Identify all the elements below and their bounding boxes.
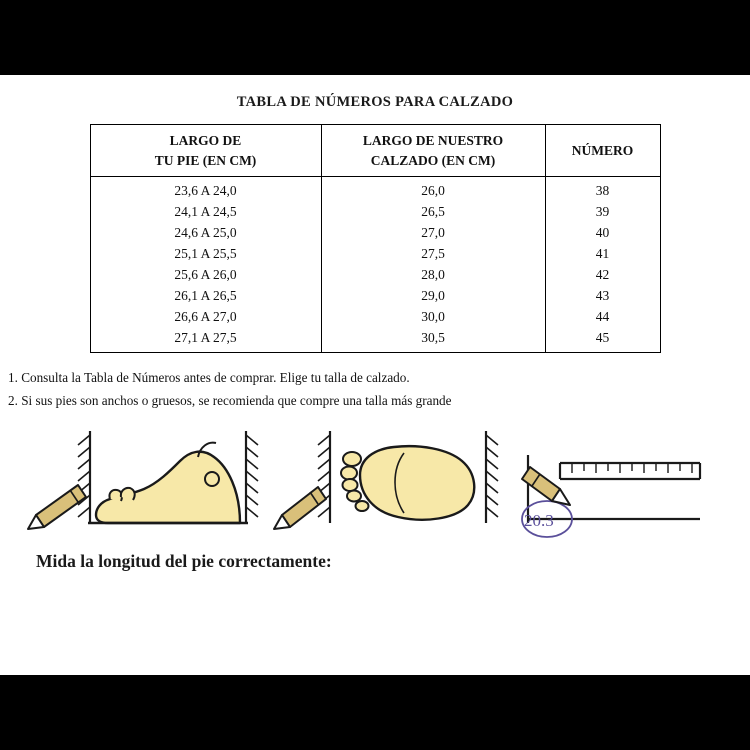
pencil-icon-right: [522, 467, 570, 505]
cell-shoe-length: 30,5: [321, 328, 545, 353]
cell-size-number: 38: [545, 177, 660, 202]
figure-caption: Mida la longitud del pie correctamente:: [36, 550, 332, 571]
cell-foot-length: 27,1 A 27,5: [90, 328, 321, 353]
document-sheet: [0, 75, 750, 675]
column-header-foot-length-line1: LARGO DE: [169, 133, 242, 148]
table-row: [90, 202, 660, 223]
instruction-notes: [8, 367, 750, 412]
column-header-size-number: [545, 125, 660, 177]
column-header-shoe-length-line1: LARGO DE NUESTRO: [362, 133, 504, 148]
cell-shoe-length: 27,0: [321, 223, 545, 244]
side-view-group: [28, 431, 258, 529]
measurement-value: 20.3: [524, 510, 554, 530]
page-title: TABLA DE NÚMEROS PARA CALZADO: [236, 94, 514, 110]
cell-size-number: 40: [545, 223, 660, 244]
cell-foot-length: 25,6 A 26,0: [90, 265, 321, 286]
cell-size-number: 45: [545, 328, 660, 353]
pencil-icon-left: [28, 485, 86, 529]
foot-measure-illustration: [0, 423, 750, 598]
cell-size-number: 41: [545, 244, 660, 265]
cell-foot-length: 23,6 A 24,0: [90, 177, 321, 202]
table-row: [90, 177, 660, 202]
cell-shoe-length: 27,5: [321, 244, 545, 265]
foot-side-shape: [96, 451, 240, 522]
cell-foot-length: 24,1 A 24,5: [90, 202, 321, 223]
cell-foot-length: 24,6 A 25,0: [90, 223, 321, 244]
column-header-size-number-line1: NÚMERO: [571, 142, 634, 158]
cell-size-number: 42: [545, 265, 660, 286]
column-header-shoe-length: [321, 125, 545, 177]
note-line-1: 1. Consulta la Tabla de Números antes de comprar. Elige tu talla de calzado.: [8, 370, 410, 386]
column-header-foot-length: [90, 125, 321, 177]
table-row: [90, 223, 660, 244]
table-row: [90, 244, 660, 265]
table-row: [90, 307, 660, 328]
cell-foot-length: 25,1 A 25,5: [90, 244, 321, 265]
table-row: [90, 265, 660, 286]
cell-shoe-length: 28,0: [321, 265, 545, 286]
note-line-2: 2. Si sus pies son anchos o gruesos, se recomienda que compre una talla más grande: [8, 392, 452, 408]
cell-shoe-length: 30,0: [321, 307, 545, 328]
cell-shoe-length: 26,0: [321, 177, 545, 202]
cell-size-number: 43: [545, 286, 660, 307]
column-header-shoe-length-line2: CALZADO (EN CM): [370, 152, 496, 168]
cell-foot-length: 26,1 A 26,5: [90, 286, 321, 307]
cell-shoe-length: 29,0: [321, 286, 545, 307]
pencil-icon-middle: [274, 487, 326, 529]
foot-top-shape: [360, 446, 474, 520]
table-row: [90, 286, 660, 307]
table-row: [90, 328, 660, 353]
table-header-row: [90, 125, 660, 177]
cell-shoe-length: 26,5: [321, 202, 545, 223]
top-view-group: [274, 431, 498, 529]
table-body: [90, 177, 660, 353]
column-header-foot-length-line2: TU PIE (EN CM): [154, 152, 257, 168]
shoe-size-table: [90, 124, 661, 353]
cell-foot-length: 26,6 A 27,0: [90, 307, 321, 328]
cell-size-number: 44: [545, 307, 660, 328]
cell-size-number: 39: [545, 202, 660, 223]
table-header: [90, 125, 660, 177]
